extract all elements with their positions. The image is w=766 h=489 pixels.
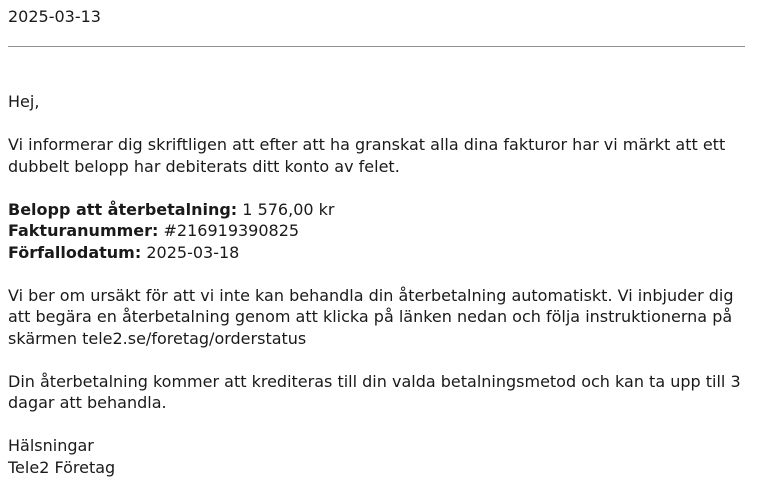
detail-row-amount	[8, 200, 334, 219]
detail-label: Fakturanummer:	[8, 221, 159, 240]
intro-paragraph: Vi informerar dig skriftligen att efter att ha granskat alla dina fakturor har vi märkt att ett dubbelt belopp har debiterats ditt konto av felet.	[8, 135, 726, 176]
sign-off	[8, 435, 748, 478]
detail-label: Förfallodatum:	[8, 242, 142, 262]
closing: Hälsningar	[8, 436, 94, 455]
detail-value: 1 576,00 kr	[242, 199, 335, 219]
email-content	[8, 91, 748, 478]
signature: Tele2 Företag	[8, 457, 116, 477]
detail-value: 2025-03-18	[146, 242, 240, 262]
divider	[8, 46, 745, 47]
refund-details	[8, 199, 748, 264]
greeting: Hej,	[8, 92, 40, 111]
credit-info-paragraph: Din återbetalning kommer att krediteras till din valda betalningsmetod och kan ta upp till 3 dagar att behandla.	[8, 371, 741, 412]
detail-row-invoice-number	[8, 221, 299, 240]
detail-label: Belopp att återbetalning:	[8, 199, 238, 219]
detail-row-due-date	[8, 243, 239, 262]
detail-value: #216919390825	[163, 221, 300, 240]
email-date: 2025-03-13	[8, 7, 101, 26]
instructions-paragraph: Vi ber om ursäkt för att vi inte kan behandla din återbetalning automatiskt. Vi inbjuder dig att begära en återbetalning genom att klicka på länken nedan och följa instruktionerna på skärmen tele2.se/foretag/orderstatus	[8, 285, 734, 348]
